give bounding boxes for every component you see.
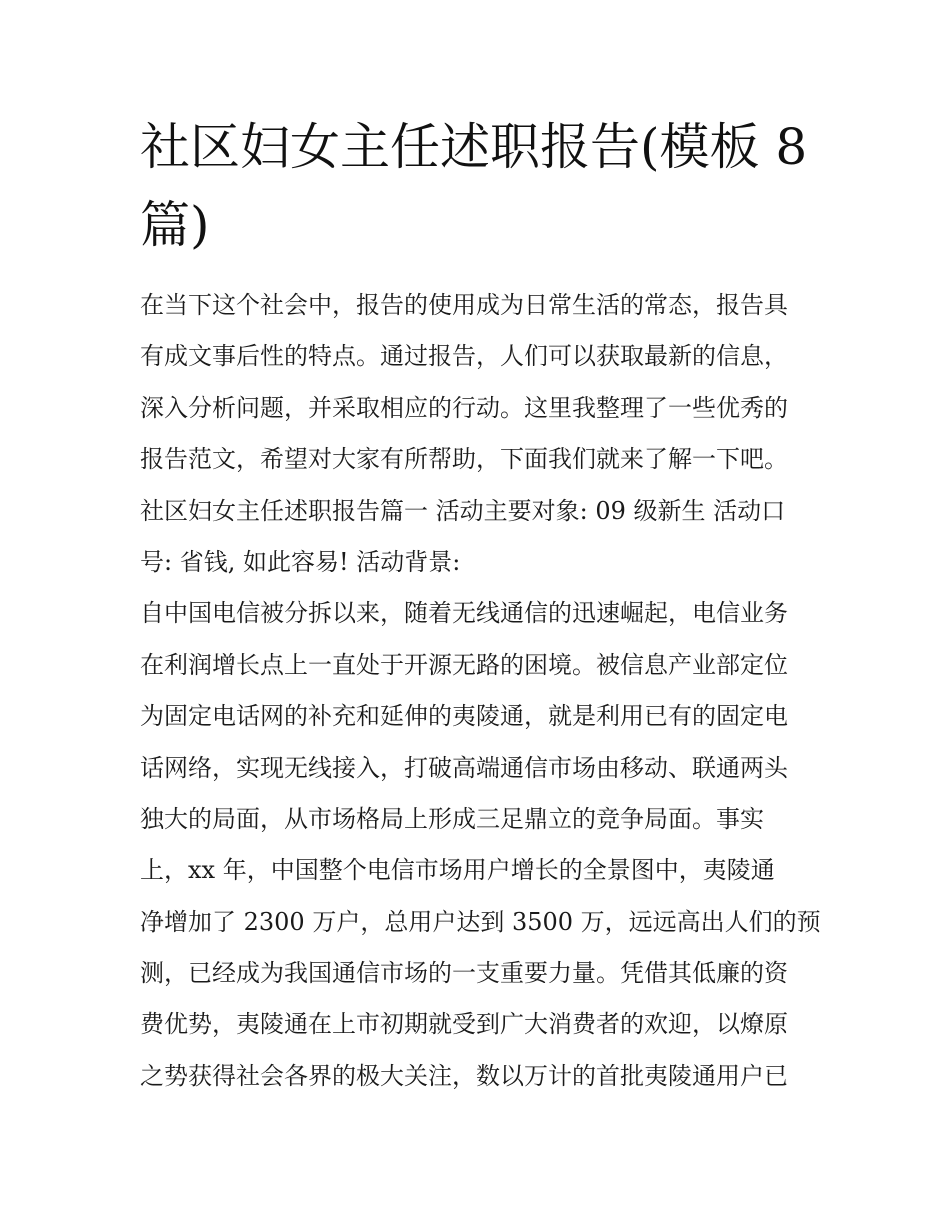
body-line: 有成文事后性的特点。通过报告，人们可以获取最新的信息， [140,342,788,371]
document-body [140,280,821,1102]
body-line: 报告范文，希望对大家有所帮助，下面我们就来了解一下吧。 [140,445,788,474]
body-line: 费优势，夷陵通在上市初期就受到广大消费者的欢迎，以燎原 [140,1010,788,1039]
body-line: 号: 省钱, 如此容易! 活动背景: [140,547,461,576]
document-title [140,108,820,264]
body-line: 自中国电信被分拆以来，随着无线通信的迅速崛起，电信业务 [140,599,788,628]
body-line: 在利润增长点上一直处于开源无路的困境。被信息产业部定位 [140,650,788,679]
body-line: 上，xx 年，中国整个电信市场用户增长的全景图中，夷陵通 [140,856,775,885]
body-line: 话网络，实现无线接入，打破高端通信市场由移动、联通两头 [140,753,788,782]
body-line: 之势获得社会各界的极大关注，数以万计的首批夷陵通用户已 [140,1061,788,1090]
body-line: 净增加了 2300 万户，总用户达到 3500 万，远远高出人们的预 [140,907,821,936]
body-line: 深入分析问题，并采取相应的行动。这里我整理了一些优秀的 [140,393,788,422]
body-line: 独大的局面，从市场格局上形成三足鼎立的竞争局面。事实 [140,804,764,833]
body-line: 在当下这个社会中，报告的使用成为日常生活的常态，报告具 [140,291,788,319]
body-line: 为固定电话网的补充和延伸的夷陵通，就是利用已有的固定电 [140,702,788,731]
body-line: 社区妇女主任述职报告篇一 活动主要对象: 09 级新生 活动口 [140,496,786,525]
body-line: 测，已经成为我国通信市场的一支重要力量。凭借其低廉的资 [140,959,788,988]
title-line-1: 社区妇女主任述职报告(模板 8 [140,118,808,176]
title-line-2: 篇) [140,196,210,254]
